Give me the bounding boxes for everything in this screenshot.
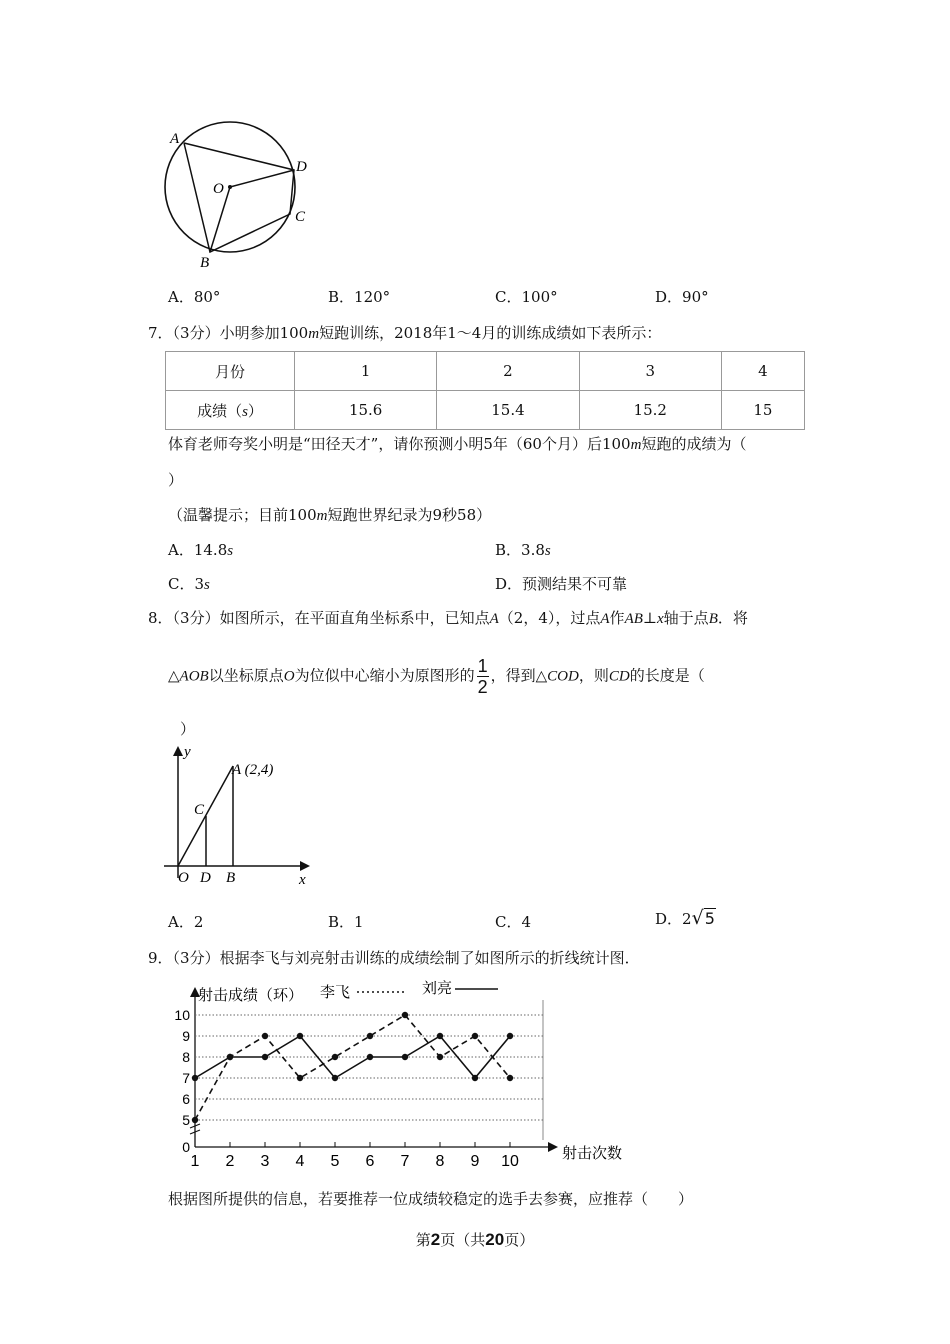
y-tick-label: 10 (174, 1007, 190, 1023)
q7-option-d[interactable]: D．预测结果不可靠 (495, 575, 628, 593)
quadrilateral (184, 143, 294, 252)
x-tick-label: 8 (435, 1153, 445, 1170)
y-tick-label: 8 (182, 1049, 190, 1065)
q8-stem-line2: △AOB以坐标原点O为位似中心缩小为原图形的 $\frac{1}{2}$ ，得到△COD，则CD的长度是（ (168, 656, 705, 697)
point-liuliang (367, 1054, 373, 1060)
point-lifei (262, 1033, 268, 1039)
label-B: B (200, 255, 210, 271)
x-axis-arrow (548, 1142, 558, 1152)
x-tick-label: 5 (330, 1153, 340, 1170)
circle-figure (150, 115, 325, 275)
q8-option-c[interactable]: C．4 (495, 913, 532, 931)
x-tick-label: 9 (470, 1153, 480, 1170)
label-D: D (296, 159, 307, 175)
x-tick-label: 1 (190, 1153, 200, 1170)
y-axis-title: 射击成绩（环） (198, 986, 304, 1004)
y-tick-label: 6 (182, 1091, 190, 1107)
label-C: C (194, 802, 205, 818)
label-x: x (299, 872, 306, 888)
x-tick-label: 3 (260, 1153, 270, 1170)
q8-option-b[interactable]: B．1 (328, 913, 364, 931)
center-point (228, 185, 232, 189)
q9-stem: 9．（3分）根据李飞与刘亮射击训练的成绩绘制了如图所示的折线统计图． (148, 949, 640, 967)
q7-score-table (165, 351, 805, 430)
label-A: A (170, 131, 180, 147)
table-row: 成绩（s） 15.6 15.4 15.2 15 (166, 391, 805, 430)
label-O: O (178, 870, 189, 886)
point-lifei (332, 1054, 338, 1060)
point-liuliang (472, 1075, 478, 1081)
point-lifei (367, 1033, 373, 1039)
x-tick-label: 10 (501, 1153, 519, 1170)
legend-label-liuliang: 刘亮 (422, 979, 453, 997)
q6-option-b[interactable]: B．120° (328, 288, 391, 306)
table-row: 月份 1 2 3 4 (166, 352, 805, 391)
label-C: C (295, 209, 306, 225)
y-tick-label: 0 (182, 1139, 190, 1155)
point-liuliang (402, 1054, 408, 1060)
point-lifei (437, 1054, 443, 1060)
x-tick-label: 7 (400, 1153, 410, 1170)
label-y: y (184, 744, 191, 760)
point-lifei (297, 1075, 303, 1081)
q8-stem-line3: ） (180, 720, 196, 738)
q7-option-c[interactable]: C．3s (168, 575, 210, 593)
legend-label-lifei: 李飞 (320, 983, 351, 1001)
page-footer: 第2页（共20页） (415, 1230, 535, 1249)
point-lifei (192, 1117, 198, 1123)
q8-option-d[interactable]: D．2√5 (655, 907, 715, 929)
point-lifei (507, 1075, 513, 1081)
label-D: D (200, 870, 211, 886)
q7-hint: （温馨提示；目前100m短跑世界纪录为9秒58） (168, 506, 492, 524)
q7-line2: 体育老师夸奖小明是“田径天才”，请你预测小明5年（60个月）后100m短跑的成绩为（ (168, 435, 747, 453)
y-tick-label: 9 (182, 1028, 190, 1044)
q6-option-c[interactable]: C．100° (495, 288, 558, 306)
label-B: B (226, 870, 236, 886)
y-axis-arrow (173, 746, 183, 756)
q7-stem: 7．（3分）小明参加100m短跑训练，2018年1～4月的训练成绩如下表所示： (148, 324, 662, 342)
point-liuliang (297, 1033, 303, 1039)
x-tick-label: 4 (295, 1153, 305, 1170)
label-O: O (213, 181, 224, 197)
point-liuliang (507, 1033, 513, 1039)
q7-option-a[interactable]: A．14.8s (168, 541, 234, 559)
y-tick-label: 5 (182, 1112, 190, 1128)
point-liuliang (192, 1075, 198, 1081)
y-tick-label: 7 (182, 1070, 190, 1086)
sqrt-sign: √ (691, 907, 704, 929)
q6-option-a[interactable]: A．80° (168, 288, 221, 306)
point-liuliang (437, 1033, 443, 1039)
point-liuliang (227, 1054, 233, 1060)
coordinate-figure (160, 742, 320, 890)
label-A: A (2,4) (232, 762, 274, 778)
q8-stem-line1: 8．（3分）如图所示，在平面直角坐标系中，已知点A（2，4），过点A作AB⊥x轴于点B．将 (148, 609, 748, 627)
point-lifei (472, 1033, 478, 1039)
q8-option-a[interactable]: A．2 (168, 913, 204, 931)
x-axis-title: 射击次数 (562, 1144, 623, 1162)
q9-question: 根据图所提供的信息，若要推荐一位成绩较稳定的选手去参赛，应推荐（ ） (168, 1190, 694, 1208)
q6-option-d[interactable]: D．90° (655, 288, 709, 306)
x-tick-label: 6 (365, 1153, 375, 1170)
x-tick-label: 2 (225, 1153, 235, 1170)
point-liuliang (332, 1075, 338, 1081)
point-lifei (402, 1012, 408, 1018)
fraction-one-half: $\frac{1}{2}$ (477, 656, 488, 697)
x-axis-arrow (300, 861, 310, 871)
line-chart (160, 975, 640, 1170)
q7-option-b[interactable]: B．3.8s (495, 541, 551, 559)
q7-line3: ） (168, 471, 184, 489)
point-liuliang (262, 1054, 268, 1060)
